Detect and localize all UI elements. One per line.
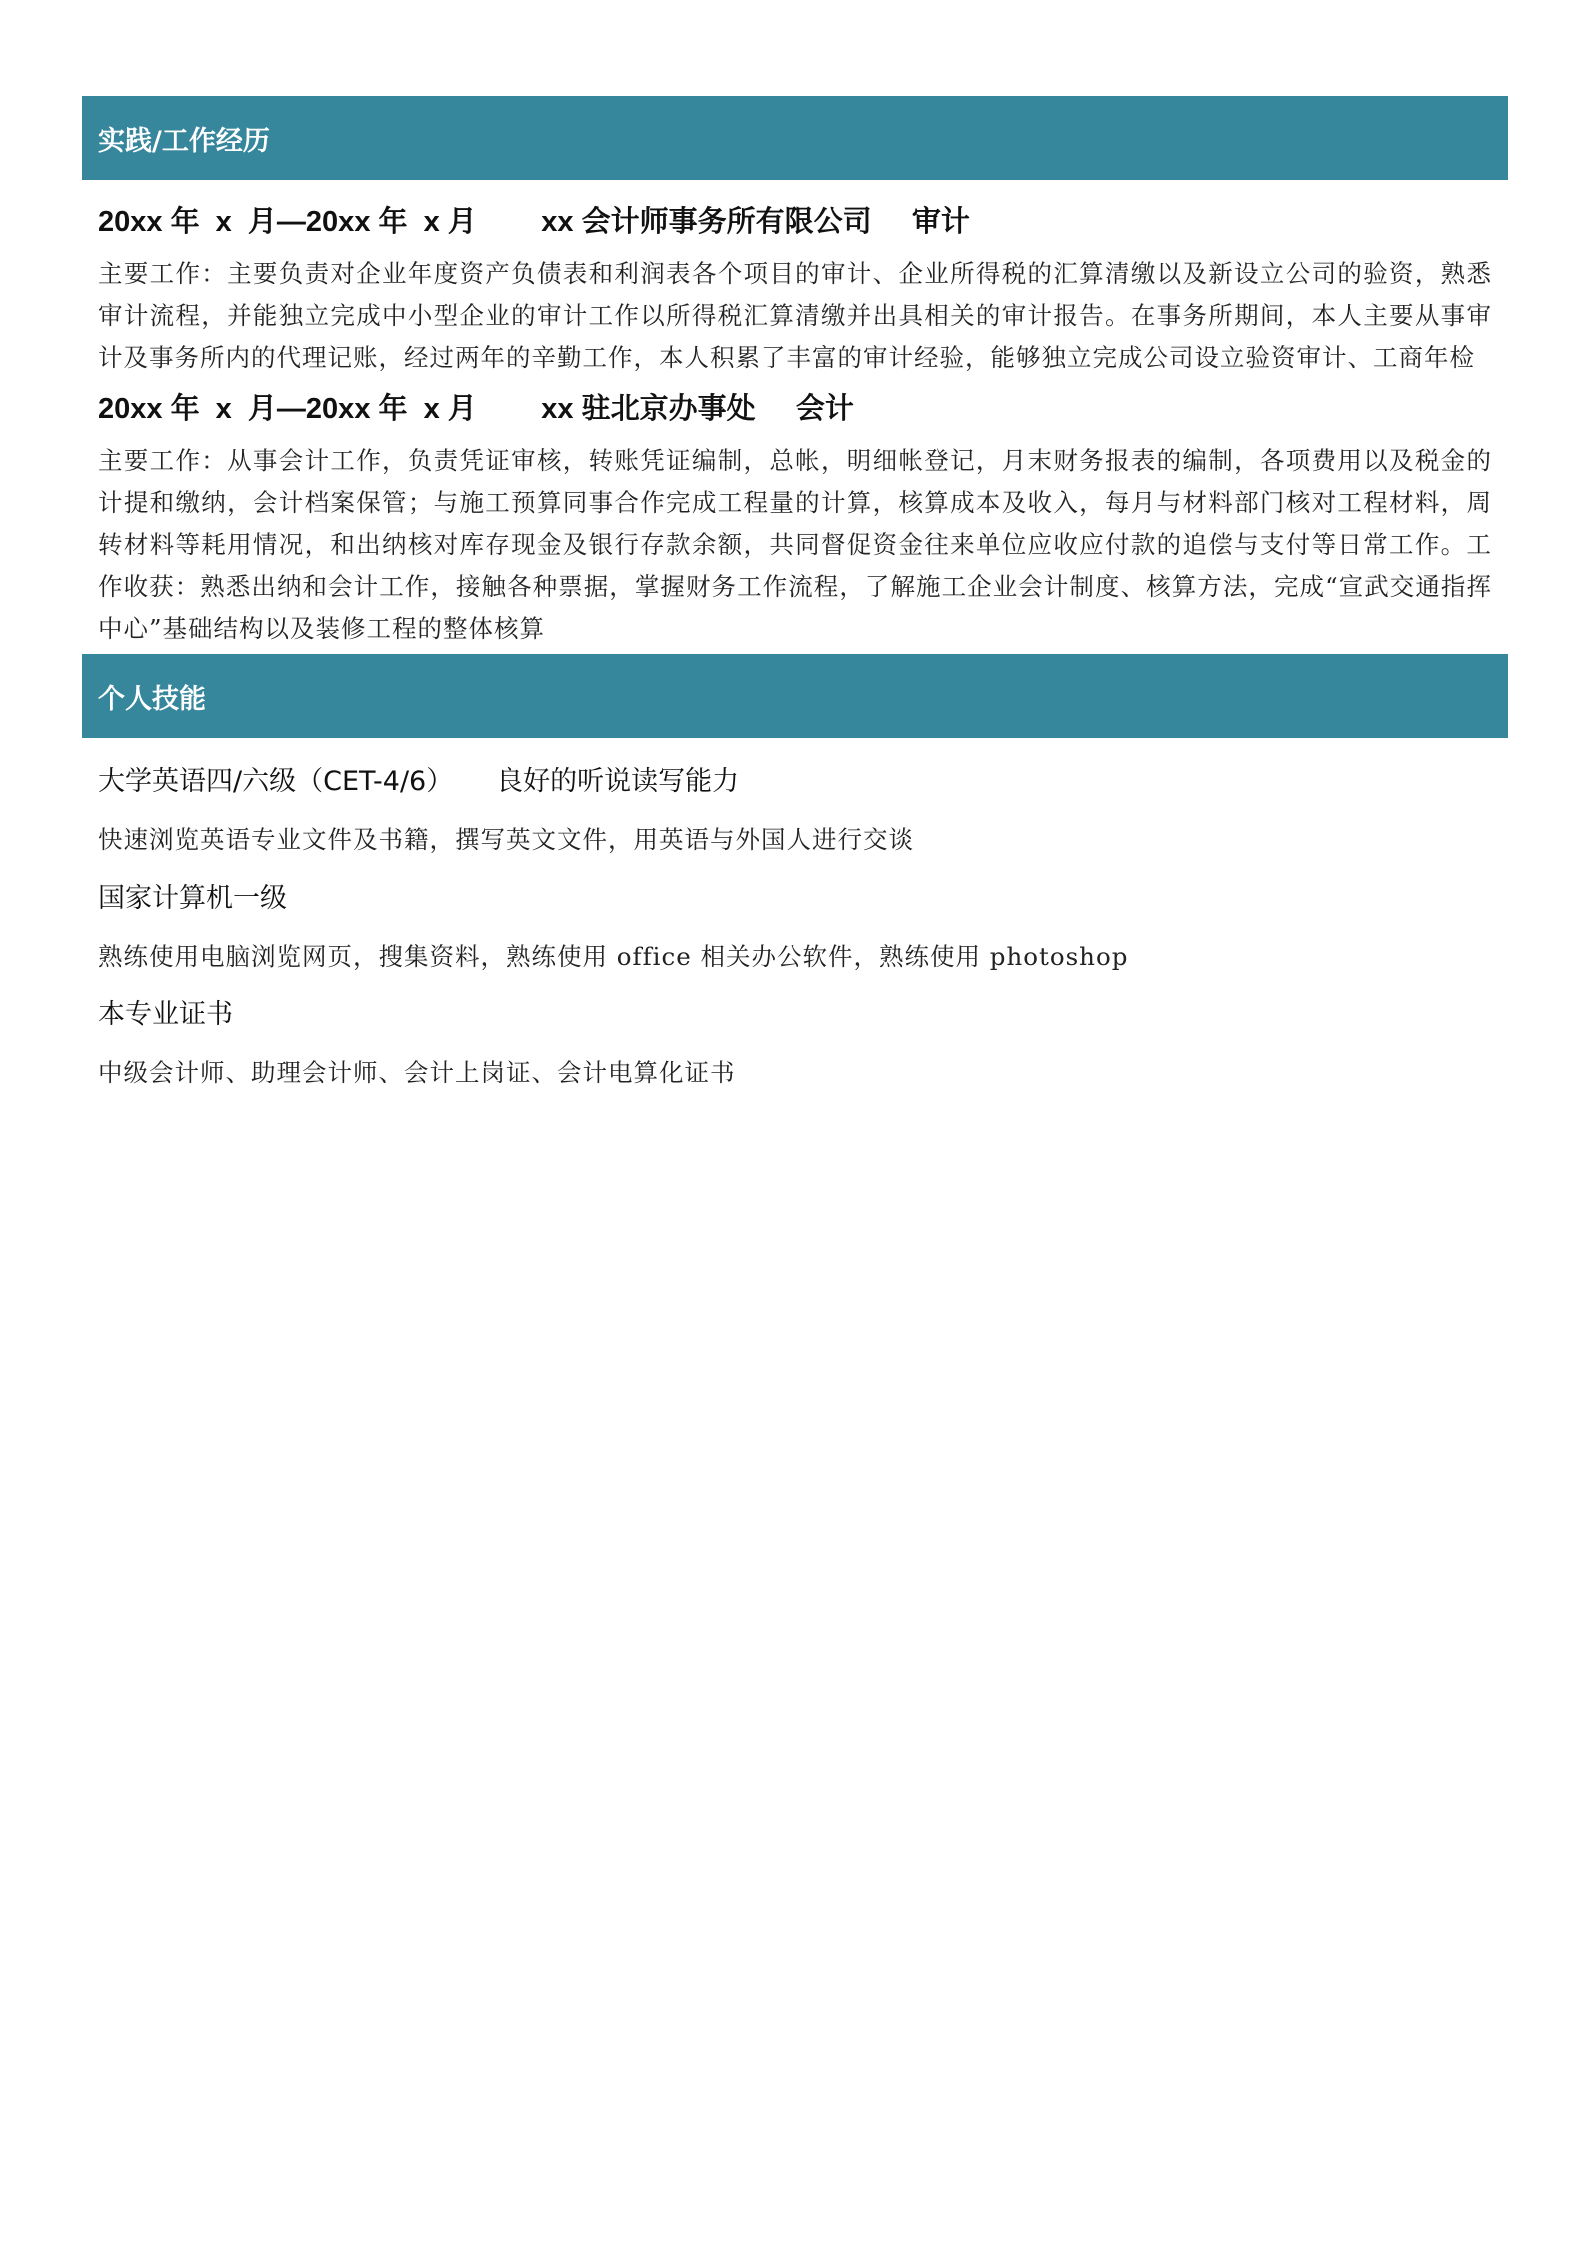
skills-section-header — [82, 654, 1508, 738]
job-description: 主要工作：从事会计工作，负责凭证审核，转账凭证编制，总帐，明细帐登记，月末财务报表的编制，各项费用以及税金的计提和缴纳，会计档案保管；与施工预算同事合作完成工程量的计算，核算成本及收入，每月与材料部门核对工程材料，周转材料等耗用情况，和出纳核对库存现金及银行存款余额，共同督促资金往来单位应收应付款的追偿与支付等日常工作。工作收获：熟悉出纳和会计工作，接触各种票据，掌握财务工作流程，了解施工企业会计制度、核算方法，完成“宣武交通指挥中心”基础结构以及装修工程的整体核算 — [98, 446, 1492, 643]
skill-title: 本专业证书 — [98, 999, 233, 1030]
job-entry-1 — [82, 208, 1508, 379]
skill-title: 大学英语四/六级（CET-4/6） 良好的听说读写能力 — [98, 766, 740, 797]
job-title: 20xx 年 x 月—20xx 年 x 月 xx 驻北京办事处 会计 — [98, 393, 854, 425]
skill-title: 国家计算机一级 — [98, 882, 287, 914]
skill-description: 快速浏览英语专业文件及书籍，撰写英文文件，用英语与外国人进行交谈 — [98, 825, 914, 854]
skill-entry-1 — [82, 768, 1508, 853]
resume-page — [82, 96, 1508, 1086]
job-title: 20xx 年 x 月—20xx 年 x 月 xx 会计师事务所有限公司 审计 — [98, 206, 970, 238]
skill-description: 熟练使用电脑浏览网页，搜集资料，熟练使用 office 相关办公软件，熟练使用 photoshop — [98, 941, 1129, 971]
job-description: 主要工作：主要负责对企业年度资产负债表和利润表各个项目的审计、企业所得税的汇算清缴以及新设立公司的验资，熟悉审计流程，并能独立完成中小型企业的审计工作以所得税汇算清缴并出具相关的审计报告。在事务所期间，本人主要从事审计及事务所内的代理记账，经过两年的辛勤工作，本人积累了丰富的审计经验，能够独立完成公司设立验资审计、工商年检 — [98, 259, 1492, 372]
skills-heading: 个人技能 — [98, 683, 206, 715]
experience-section-header — [82, 96, 1508, 180]
skill-description: 中级会计师、助理会计师、会计上岗证、会计电算化证书 — [98, 1058, 736, 1087]
skill-entry-2 — [82, 882, 1508, 971]
job-entry-2 — [82, 395, 1508, 650]
experience-heading: 实践/工作经历 — [98, 125, 270, 157]
skill-entry-3 — [82, 1001, 1508, 1086]
